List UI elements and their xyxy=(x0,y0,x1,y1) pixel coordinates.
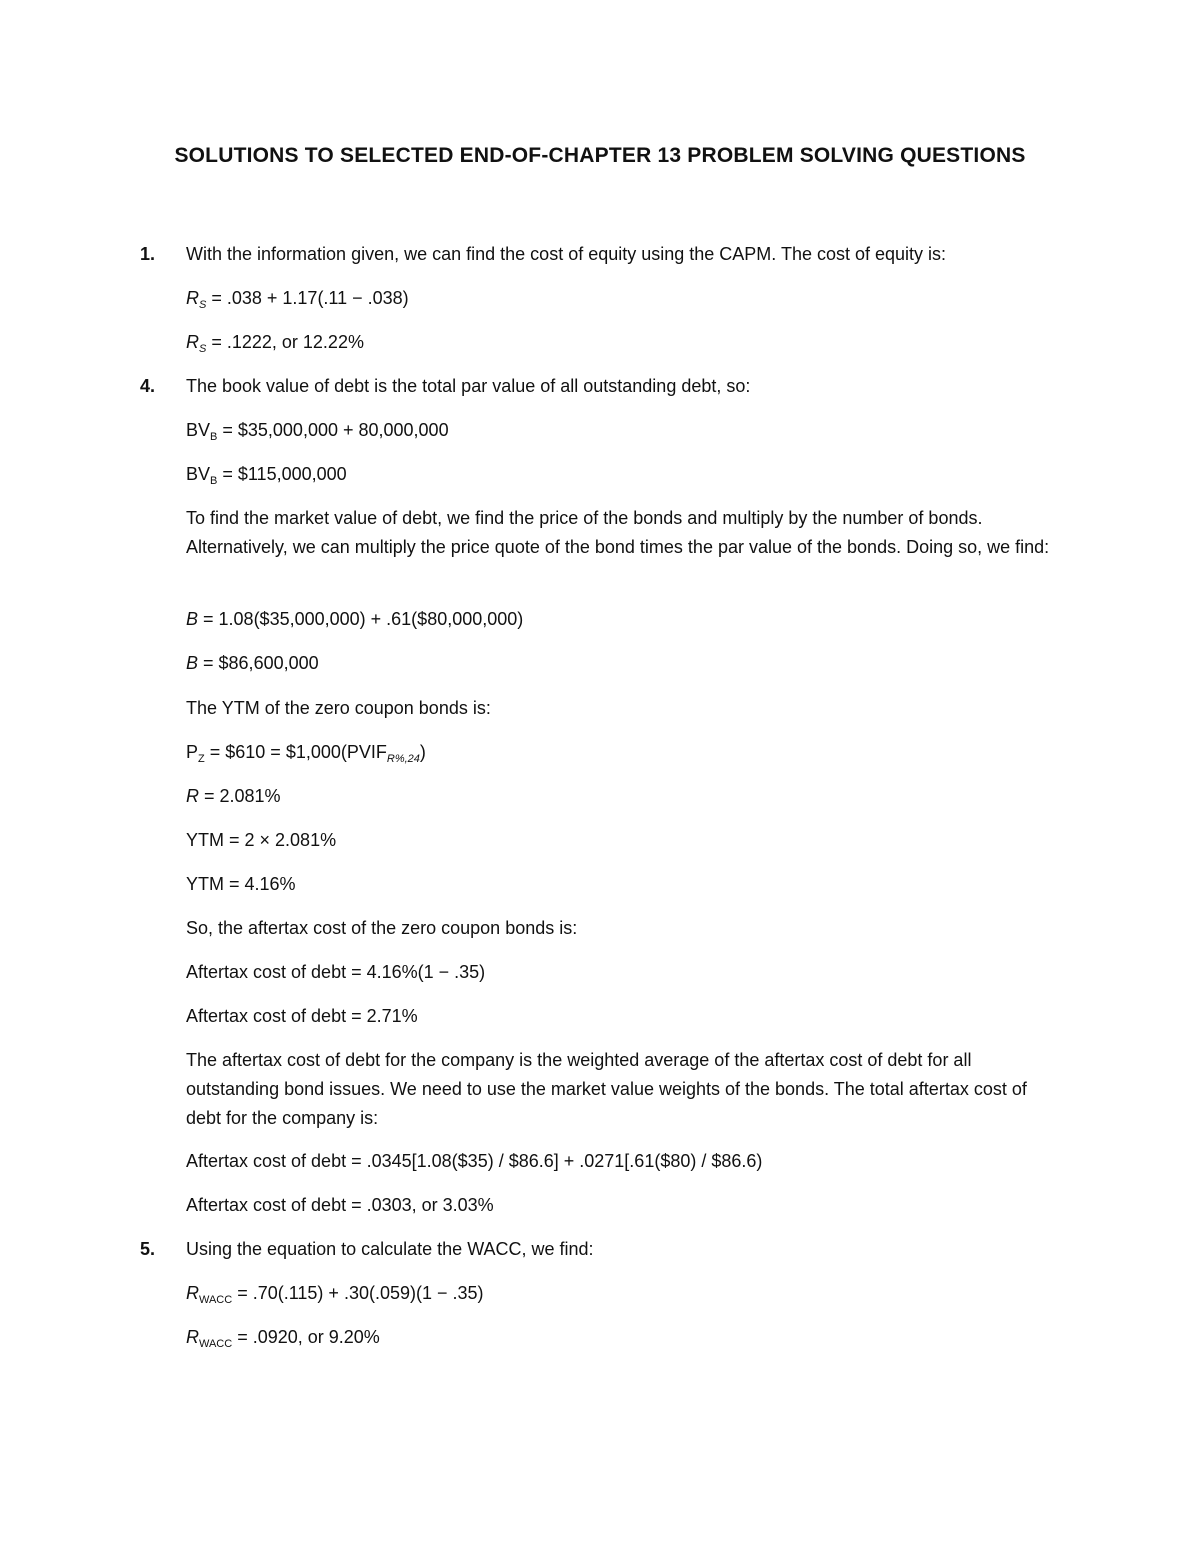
eq-rhs: = .1222, or 12.22% xyxy=(206,332,364,352)
q4-market-value-eq-2 xyxy=(186,649,319,677)
pvif-subscript: R%,24 xyxy=(386,753,420,765)
q4-aftertax-eq-4: Aftertax cost of debt = .0303, or 3.03% xyxy=(186,1195,494,1215)
eq-subscript: Z xyxy=(198,753,205,765)
eq-variable: R xyxy=(186,288,199,308)
q5-wacc-eq-2 xyxy=(186,1323,380,1354)
eq-variable: R xyxy=(186,1283,199,1303)
eq-variable: B xyxy=(186,653,199,673)
eq-variable: BV xyxy=(186,420,211,440)
eq-rhs: = $610 = $1,000(PVIF xyxy=(204,742,387,762)
page-title: SOLUTIONS TO SELECTED END-OF-CHAPTER 13 PROBLEM SOLVING QUESTIONS xyxy=(174,144,1026,167)
eq-subscript: S xyxy=(199,299,207,311)
eq-close: ) xyxy=(419,742,426,762)
eq-subscript: S xyxy=(199,343,207,355)
q5-wacc-eq-1 xyxy=(186,1279,484,1310)
q4-ytm-intro: The YTM of the zero coupon bonds is: xyxy=(186,698,491,718)
eq-rhs: = $86,600,000 xyxy=(198,653,319,673)
q1-intro: With the information given, we can find the cost of equity using the CAPM. The cost of equity is: xyxy=(186,244,947,264)
eq-variable: R xyxy=(186,332,199,352)
eq-variable: BV xyxy=(186,464,211,484)
eq-subscript: B xyxy=(210,431,218,443)
q4-ytm-eq-2: YTM = 4.16% xyxy=(186,874,296,894)
eq-subscript: WACC xyxy=(199,1294,233,1306)
q4-r-equation xyxy=(186,782,281,810)
q4-intro: The book value of debt is the total par value of all outstanding debt, so: xyxy=(186,376,751,396)
question-number-4: 4. xyxy=(140,376,156,396)
q4-market-value-text: To find the market value of debt, we find the price of the bonds and multiply by the number of bonds. Alternatively, we can multiply the price quote of the bond times the par value of the bonds. Doing so, we find: xyxy=(186,508,1050,557)
eq-rhs: = 2.081% xyxy=(199,786,281,806)
question-number-5: 5. xyxy=(140,1239,156,1259)
q1-equation-2 xyxy=(186,328,364,359)
eq-subscript: B xyxy=(210,475,218,487)
q4-ytm-eq-1: YTM = 2 × 2.081% xyxy=(186,830,337,850)
q4-aftertax-eq-1: Aftertax cost of debt = 4.16%(1 − .35) xyxy=(186,962,486,982)
eq-variable: B xyxy=(186,609,199,629)
q1-equation-1 xyxy=(186,284,409,315)
q4-aftertax-eq-2: Aftertax cost of debt = 2.71% xyxy=(186,1006,418,1026)
eq-rhs: = $35,000,000 + 80,000,000 xyxy=(217,420,449,440)
eq-rhs: = .038 + 1.17(.11 − .038) xyxy=(206,288,409,308)
eq-subscript: WACC xyxy=(199,1338,233,1350)
eq-rhs: = .70(.115) + .30(.059)(1 − .35) xyxy=(232,1283,484,1303)
eq-variable: R xyxy=(186,786,199,806)
q4-book-value-1 xyxy=(186,416,449,447)
eq-variable: R xyxy=(186,1327,199,1347)
eq-rhs: = 1.08($35,000,000) + .61($80,000,000) xyxy=(198,609,524,629)
eq-variable: P xyxy=(186,742,199,762)
eq-rhs: = $115,000,000 xyxy=(217,464,347,484)
q4-aftertax-eq-3: Aftertax cost of debt = .0345[1.08($35) / $86.6] + .0271[.61($80) / $86.6) xyxy=(186,1151,763,1171)
q4-pz-equation xyxy=(186,738,426,769)
eq-rhs: = .0920, or 9.20% xyxy=(232,1327,380,1347)
q4-market-value-eq-1 xyxy=(186,605,523,633)
q4-book-value-2 xyxy=(186,460,347,491)
q4-weighted-text: The aftertax cost of debt for the company is the weighted average of the aftertax cost of debt for all outstanding bond issues. We need to use the market value weights of the bonds. The total aftertax cost of debt for the company is: xyxy=(186,1050,1027,1128)
q5-intro: Using the equation to calculate the WACC, we find: xyxy=(186,1239,594,1259)
q4-aftertax-intro: So, the aftertax cost of the zero coupon bonds is: xyxy=(186,918,578,938)
question-number-1: 1. xyxy=(140,244,156,264)
